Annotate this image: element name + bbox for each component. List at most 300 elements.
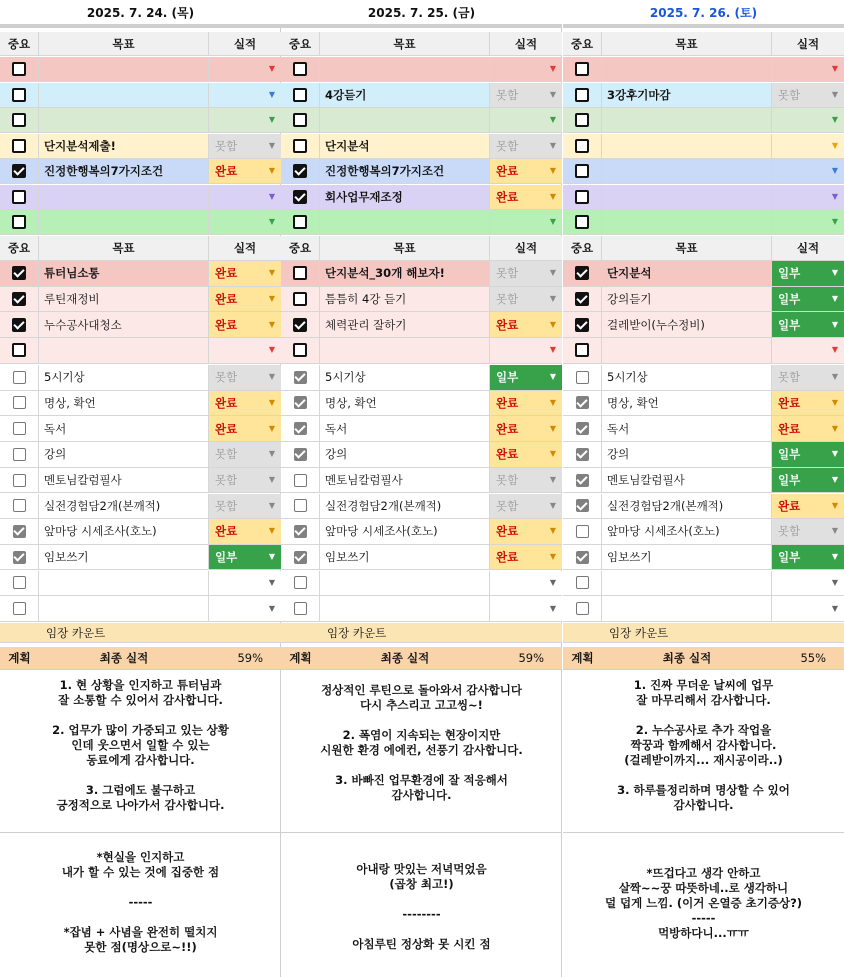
- goal-cell[interactable]: 독서: [39, 416, 209, 441]
- checkbox-unchecked[interactable]: [576, 602, 589, 615]
- status-dropdown[interactable]: [209, 210, 281, 234]
- status-dropdown[interactable]: [209, 545, 281, 570]
- goal-row: [281, 261, 562, 287]
- checkbox-unchecked[interactable]: [575, 62, 589, 76]
- status-dropdown[interactable]: [772, 545, 844, 570]
- result-cell: [209, 287, 281, 312]
- checkbox-checked[interactable]: [293, 318, 307, 332]
- goal-cell[interactable]: 강의듣기: [602, 287, 772, 312]
- goal-cell[interactable]: 독서: [602, 416, 772, 441]
- checkbox-unchecked[interactable]: [13, 499, 26, 512]
- checkbox-unchecked[interactable]: [293, 113, 307, 127]
- goal-cell[interactable]: 명상, 확언: [320, 391, 490, 416]
- goal-cell[interactable]: 임보쓰기: [602, 545, 772, 570]
- checkbox-checked[interactable]: [576, 396, 589, 409]
- header-c2: 목표: [39, 236, 209, 260]
- goal-cell[interactable]: [39, 57, 209, 81]
- goal-cell[interactable]: [39, 338, 209, 363]
- checkbox-unchecked[interactable]: [12, 88, 26, 102]
- status-dropdown[interactable]: [209, 159, 281, 183]
- status-dropdown[interactable]: [490, 134, 562, 158]
- header-c3: 실적: [233, 241, 257, 255]
- status-value: 못함: [496, 498, 519, 513]
- checkbox-unchecked[interactable]: [575, 113, 589, 127]
- status-dropdown[interactable]: [772, 134, 844, 158]
- goal-row: [563, 312, 844, 338]
- importance-cell: [0, 57, 39, 81]
- checkbox-unchecked[interactable]: [13, 448, 26, 461]
- status-dropdown[interactable]: [772, 494, 844, 519]
- importance-cell: [0, 210, 39, 234]
- result-cell: [772, 571, 844, 596]
- status-value: 못함: [778, 370, 801, 385]
- checkbox-unchecked[interactable]: [12, 139, 26, 153]
- checkbox-unchecked[interactable]: [293, 292, 307, 306]
- importance-cell: [281, 468, 320, 493]
- checkbox-unchecked[interactable]: [576, 525, 589, 538]
- result-cell: [490, 261, 562, 286]
- status-dropdown[interactable]: [772, 596, 844, 621]
- goal-cell[interactable]: 5시기상: [602, 365, 772, 390]
- checkbox-unchecked[interactable]: [575, 164, 589, 178]
- goal-cell[interactable]: 3강후기마감: [602, 83, 772, 107]
- importance-cell: [0, 365, 39, 390]
- checkbox-checked[interactable]: [293, 190, 307, 204]
- goal-cell[interactable]: 누수공사대청소: [39, 312, 209, 337]
- importance-cell: [563, 365, 602, 390]
- goal-cell[interactable]: [320, 596, 490, 621]
- status-dropdown[interactable]: [209, 261, 281, 286]
- status-value: 완료: [778, 421, 801, 436]
- checkbox-checked[interactable]: [294, 371, 307, 384]
- importance-cell: [0, 185, 39, 209]
- status-dropdown[interactable]: [772, 442, 844, 467]
- goal-cell[interactable]: 멘토님칼럼필사: [39, 468, 209, 493]
- goal-cell[interactable]: 독서: [320, 416, 490, 441]
- checkbox-checked[interactable]: [13, 551, 26, 564]
- goal-cell[interactable]: 루틴재정비: [39, 287, 209, 312]
- result-cell: [209, 57, 281, 81]
- goal-cell[interactable]: [602, 571, 772, 596]
- result-cell: [209, 416, 281, 441]
- goal-cell[interactable]: [602, 108, 772, 132]
- chevron-down-icon: ▼: [268, 89, 275, 99]
- importance-cell: [563, 134, 602, 158]
- goal-cell[interactable]: 회사업무재조정: [320, 185, 490, 209]
- result-cell: [490, 519, 562, 544]
- visit-count-row: [0, 623, 281, 643]
- header-c1: 중요: [0, 236, 39, 260]
- checkbox-checked[interactable]: [576, 551, 589, 564]
- goal-row: [281, 57, 562, 82]
- importance-cell: [281, 261, 320, 286]
- checkbox-checked[interactable]: [294, 422, 307, 435]
- status-dropdown[interactable]: [490, 338, 562, 363]
- status-dropdown[interactable]: [772, 108, 844, 132]
- result-cell: [490, 468, 562, 493]
- status-dropdown[interactable]: [209, 571, 281, 596]
- checkbox-unchecked[interactable]: [13, 396, 26, 409]
- checkbox-unchecked[interactable]: [13, 371, 26, 384]
- checkbox-unchecked[interactable]: [12, 215, 26, 229]
- goal-cell[interactable]: 단지분석: [602, 261, 772, 286]
- status-dropdown[interactable]: [490, 57, 562, 81]
- goal-cell[interactable]: [320, 210, 490, 234]
- status-dropdown[interactable]: [209, 338, 281, 363]
- goal-cell[interactable]: 임보쓰기: [320, 545, 490, 570]
- checkbox-unchecked[interactable]: [575, 139, 589, 153]
- goal-row: [563, 134, 844, 159]
- result-cell: [490, 391, 562, 416]
- routine-row: [281, 365, 562, 391]
- date-header: 2025. 7. 24. (목): [0, 0, 281, 28]
- status-dropdown[interactable]: [490, 596, 562, 621]
- result-cell: [490, 545, 562, 570]
- goal-cell[interactable]: [602, 210, 772, 234]
- checkbox-unchecked[interactable]: [576, 371, 589, 384]
- table-header: [0, 236, 281, 261]
- result-cell: [209, 185, 281, 209]
- goal-row: [281, 338, 562, 364]
- importance-cell: [563, 57, 602, 81]
- status-value: 일부: [215, 550, 238, 565]
- goal-row: [563, 338, 844, 364]
- chevron-down-icon: ▼: [831, 191, 838, 201]
- checkbox-checked[interactable]: [294, 551, 307, 564]
- checkbox-unchecked[interactable]: [13, 474, 26, 487]
- result-cell: [209, 442, 281, 467]
- status-dropdown[interactable]: [209, 468, 281, 493]
- checkbox-unchecked[interactable]: [575, 215, 589, 229]
- status-dropdown[interactable]: [209, 287, 281, 312]
- status-dropdown[interactable]: [209, 442, 281, 467]
- status-dropdown[interactable]: [772, 391, 844, 416]
- checkbox-unchecked[interactable]: [12, 190, 26, 204]
- status-dropdown[interactable]: [490, 571, 562, 596]
- goal-cell[interactable]: 앞마당 시세조사(호노): [602, 519, 772, 544]
- result-cell: [490, 83, 562, 107]
- chevron-down-icon: ▼: [831, 89, 838, 99]
- checkbox-unchecked[interactable]: [575, 343, 589, 357]
- checkbox-checked[interactable]: [294, 448, 307, 461]
- checkbox-checked[interactable]: [12, 292, 26, 306]
- checkbox-unchecked[interactable]: [12, 113, 26, 127]
- goal-cell[interactable]: 강의: [602, 442, 772, 467]
- routine-row: [0, 391, 281, 417]
- status-value: 못함: [778, 524, 801, 539]
- routine-row: [563, 468, 844, 494]
- result-cell: [490, 134, 562, 158]
- importance-cell: [563, 519, 602, 544]
- status-dropdown[interactable]: [772, 312, 844, 337]
- status-dropdown[interactable]: [490, 185, 562, 209]
- result-cell: [209, 338, 281, 363]
- goal-cell[interactable]: [602, 596, 772, 621]
- goal-cell[interactable]: 단지분석: [320, 134, 490, 158]
- status-dropdown[interactable]: [490, 83, 562, 107]
- result-cell: [772, 545, 844, 570]
- checkbox-unchecked[interactable]: [575, 88, 589, 102]
- status-dropdown[interactable]: [209, 108, 281, 132]
- checkbox-checked[interactable]: [576, 448, 589, 461]
- status-dropdown[interactable]: [490, 108, 562, 132]
- status-dropdown[interactable]: [209, 134, 281, 158]
- chevron-down-icon: ▼: [268, 115, 275, 124]
- checkbox-unchecked[interactable]: [293, 139, 307, 153]
- chevron-down-icon: ▼: [549, 603, 556, 613]
- goal-cell[interactable]: [602, 338, 772, 363]
- status-dropdown[interactable]: [209, 57, 281, 81]
- header-c3: 실적: [514, 241, 538, 255]
- status-dropdown[interactable]: [209, 83, 281, 107]
- checkbox-checked[interactable]: [12, 318, 26, 332]
- chevron-down-icon: ▼: [831, 140, 838, 150]
- goal-cell[interactable]: [320, 571, 490, 596]
- goal-cell[interactable]: 멘토님칼럼필사: [602, 468, 772, 493]
- checkbox-unchecked[interactable]: [575, 190, 589, 204]
- status-dropdown[interactable]: [490, 261, 562, 286]
- chevron-down-icon: ▼: [549, 140, 556, 150]
- status-value: 못함: [496, 266, 519, 281]
- goal-cell[interactable]: 5시기상: [320, 365, 490, 390]
- importance-cell: [0, 442, 39, 467]
- checkbox-unchecked[interactable]: [13, 422, 26, 435]
- status-dropdown[interactable]: [490, 312, 562, 337]
- status-dropdown[interactable]: [772, 571, 844, 596]
- checkbox-unchecked[interactable]: [294, 474, 307, 487]
- goal-cell[interactable]: 진정한행복의7가지조건: [320, 159, 490, 183]
- goal-cell[interactable]: [602, 185, 772, 209]
- result-cell: [490, 338, 562, 363]
- checkbox-checked[interactable]: [12, 164, 26, 178]
- status-dropdown[interactable]: [490, 287, 562, 312]
- status-dropdown[interactable]: [490, 391, 562, 416]
- importance-cell: [563, 391, 602, 416]
- goal-row: [0, 261, 281, 287]
- goal-cell[interactable]: 4강듣기: [320, 83, 490, 107]
- result-cell: [772, 57, 844, 81]
- status-dropdown[interactable]: [772, 338, 844, 363]
- status-dropdown[interactable]: [772, 261, 844, 286]
- status-value: 완료: [215, 164, 238, 178]
- goal-cell[interactable]: [602, 159, 772, 183]
- checkbox-checked[interactable]: [294, 525, 307, 538]
- result-cell: [772, 442, 844, 467]
- status-dropdown[interactable]: [490, 519, 562, 544]
- routine-row: [563, 596, 844, 622]
- importance-cell: [281, 442, 320, 467]
- importance-cell: [563, 494, 602, 519]
- checkbox-unchecked[interactable]: [294, 576, 307, 589]
- importance-cell: [563, 108, 602, 132]
- status-value: 못함: [215, 498, 238, 513]
- goal-cell[interactable]: [39, 596, 209, 621]
- goal-cell[interactable]: [320, 338, 490, 363]
- goal-cell[interactable]: 튜터님소통: [39, 261, 209, 286]
- goal-cell[interactable]: 실전경험담2개(본깨적): [39, 494, 209, 519]
- result-cell: [490, 159, 562, 183]
- goal-cell[interactable]: 걸레받이(누수정비): [602, 312, 772, 337]
- goal-cell[interactable]: 5시기상: [39, 365, 209, 390]
- importance-cell: [281, 416, 320, 441]
- plan-label: 계획: [289, 651, 312, 665]
- goal-cell[interactable]: 강의: [320, 442, 490, 467]
- header-c2: 목표: [39, 32, 209, 55]
- result-cell: [490, 108, 562, 132]
- importance-cell: [563, 210, 602, 234]
- status-dropdown[interactable]: [209, 312, 281, 337]
- checkbox-unchecked[interactable]: [13, 602, 26, 615]
- goal-cell[interactable]: 단지분석_30개 해보자!: [320, 261, 490, 286]
- status-dropdown[interactable]: [209, 391, 281, 416]
- goal-cell[interactable]: 진정한행복의7가지조건: [39, 159, 209, 183]
- visit-count-row: [563, 623, 844, 643]
- status-dropdown[interactable]: [490, 159, 562, 183]
- result-cell: [490, 416, 562, 441]
- checkbox-checked[interactable]: [576, 499, 589, 512]
- chevron-down-icon: ▼: [268, 140, 275, 150]
- chevron-down-icon: ▼: [831, 115, 838, 124]
- status-dropdown[interactable]: [490, 365, 562, 390]
- goal-cell[interactable]: [39, 210, 209, 234]
- header-c1: 중요: [281, 236, 320, 260]
- chevron-down-icon: ▼: [549, 319, 556, 329]
- status-dropdown[interactable]: [772, 57, 844, 81]
- importance-cell: [281, 519, 320, 544]
- checkbox-unchecked[interactable]: [293, 215, 307, 229]
- goal-cell[interactable]: [320, 108, 490, 132]
- status-dropdown[interactable]: [490, 442, 562, 467]
- status-value: 완료: [496, 164, 519, 178]
- checkbox-unchecked[interactable]: [293, 62, 307, 76]
- status-dropdown[interactable]: [772, 185, 844, 209]
- checkbox-unchecked[interactable]: [13, 576, 26, 589]
- status-dropdown[interactable]: [209, 365, 281, 390]
- chevron-down-icon: ▼: [831, 475, 838, 485]
- goal-cell[interactable]: 멘토님칼럼필사: [320, 468, 490, 493]
- checkbox-checked[interactable]: [294, 396, 307, 409]
- checkbox-unchecked[interactable]: [12, 62, 26, 76]
- status-value: 못함: [496, 138, 519, 153]
- checkbox-checked[interactable]: [575, 292, 589, 306]
- chevron-down-icon: ▼: [831, 526, 838, 536]
- goal-cell[interactable]: [39, 185, 209, 209]
- status-dropdown[interactable]: [209, 416, 281, 441]
- goal-cell[interactable]: 실전경험담2개(본깨적): [602, 494, 772, 519]
- checkbox-unchecked[interactable]: [12, 343, 26, 357]
- goal-cell[interactable]: [602, 57, 772, 81]
- result-cell: [772, 83, 844, 107]
- day-column: [281, 0, 562, 977]
- checkbox-checked[interactable]: [575, 318, 589, 332]
- status-dropdown[interactable]: [772, 287, 844, 312]
- status-dropdown[interactable]: [209, 519, 281, 544]
- visit-count-label: 임장 카운트: [609, 625, 669, 640]
- goal-cell[interactable]: 실전경험담2개(본깨적): [320, 494, 490, 519]
- result-cell: [772, 338, 844, 363]
- result-cell: [490, 210, 562, 234]
- routine-row: [563, 416, 844, 442]
- status-dropdown[interactable]: [772, 416, 844, 441]
- goal-cell[interactable]: [39, 571, 209, 596]
- goal-cell[interactable]: 명상, 확언: [39, 391, 209, 416]
- result-cell: [772, 134, 844, 158]
- routine-row: [0, 468, 281, 494]
- goal-cell[interactable]: 체력관리 잘하기: [320, 312, 490, 337]
- checkbox-unchecked[interactable]: [293, 343, 307, 357]
- goal-cell[interactable]: [602, 134, 772, 158]
- chevron-down-icon: ▼: [831, 397, 838, 407]
- goal-cell[interactable]: 명상, 확언: [602, 391, 772, 416]
- goal-cell[interactable]: [39, 83, 209, 107]
- status-dropdown[interactable]: [209, 494, 281, 519]
- checkbox-checked[interactable]: [12, 266, 26, 280]
- reflection-text: *현실을 인지하고 내가 할 수 있는 것에 집중한 점 ----- *잡념 + 사념을 완전히 떨치지 못한 점(명상으로~!!): [61, 850, 220, 954]
- chevron-down-icon: ▼: [268, 449, 275, 459]
- goal-row: [0, 159, 281, 184]
- checkbox-checked[interactable]: [576, 474, 589, 487]
- status-value: 못함: [496, 473, 519, 488]
- section-divider: [281, 832, 562, 833]
- status-dropdown[interactable]: [772, 468, 844, 493]
- result-cell: [490, 365, 562, 390]
- importance-cell: [0, 287, 39, 312]
- importance-cell: [281, 57, 320, 81]
- checkbox-unchecked[interactable]: [294, 499, 307, 512]
- checkbox-unchecked[interactable]: [293, 266, 307, 280]
- date-header: 2025. 7. 25. (금): [281, 0, 562, 28]
- checkbox-unchecked[interactable]: [293, 88, 307, 102]
- status-dropdown[interactable]: [772, 365, 844, 390]
- result-cell: [209, 365, 281, 390]
- status-dropdown[interactable]: [772, 83, 844, 107]
- header-c3: 실적: [796, 241, 820, 255]
- goal-cell[interactable]: 틈틈히 4강 듣기: [320, 287, 490, 312]
- chevron-down-icon: ▼: [549, 449, 556, 459]
- goal-cell[interactable]: 단지분석제출!: [39, 134, 209, 158]
- goal-cell[interactable]: 강의: [39, 442, 209, 467]
- importance-cell: [281, 134, 320, 158]
- chevron-down-icon: ▼: [549, 577, 556, 587]
- status-dropdown[interactable]: [209, 185, 281, 209]
- chevron-down-icon: ▼: [268, 191, 275, 201]
- status-dropdown[interactable]: [490, 210, 562, 234]
- goal-row: [0, 83, 281, 108]
- goal-cell[interactable]: 임보쓰기: [39, 545, 209, 570]
- goal-cell[interactable]: [39, 108, 209, 132]
- goal-cell[interactable]: 앞마당 시세조사(호노): [320, 519, 490, 544]
- status-dropdown[interactable]: [772, 159, 844, 183]
- status-dropdown[interactable]: [490, 545, 562, 570]
- checkbox-checked[interactable]: [576, 422, 589, 435]
- status-dropdown[interactable]: [490, 494, 562, 519]
- status-dropdown[interactable]: [772, 210, 844, 234]
- importance-cell: [563, 159, 602, 183]
- status-dropdown[interactable]: [490, 468, 562, 493]
- checkbox-unchecked[interactable]: [294, 602, 307, 615]
- goal-cell[interactable]: [320, 57, 490, 81]
- goal-row: [563, 108, 844, 133]
- goal-cell[interactable]: 앞마당 시세조사(호노): [39, 519, 209, 544]
- status-dropdown[interactable]: [209, 596, 281, 621]
- checkbox-checked[interactable]: [13, 525, 26, 538]
- checkbox-checked[interactable]: [293, 164, 307, 178]
- checkbox-checked[interactable]: [575, 266, 589, 280]
- checkbox-unchecked[interactable]: [576, 576, 589, 589]
- status-dropdown[interactable]: [490, 416, 562, 441]
- status-dropdown[interactable]: [772, 519, 844, 544]
- goal-row: [281, 159, 562, 184]
